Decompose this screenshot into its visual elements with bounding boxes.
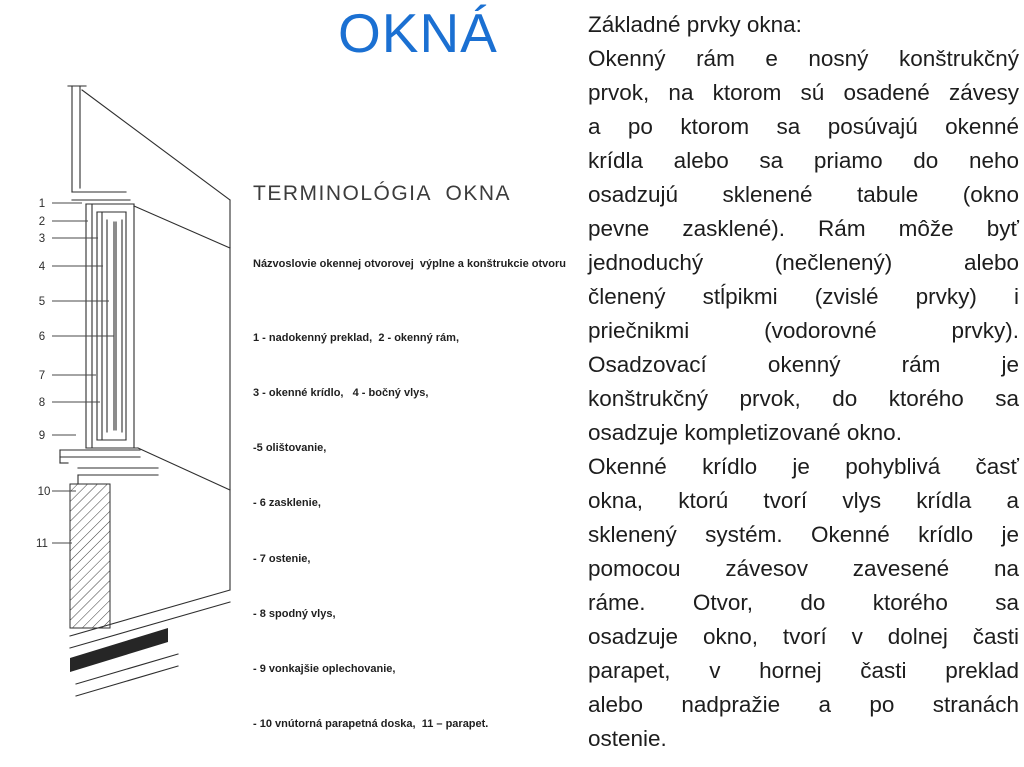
body-text-line: krídla alebo sa priamo do neho: [588, 148, 1019, 173]
diagram-number: 5: [38, 296, 46, 308]
body-heading: Základné prvky okna:: [588, 12, 802, 37]
body-text-line: parapet, v hornej časti preklad: [588, 658, 1019, 683]
body-text-line: Okenné krídlo je pohyblivá časť: [588, 454, 1019, 479]
legend-line: - 10 vnútorná parapetná doska, 11 – parapet.: [253, 718, 489, 731]
diagram-legend: [253, 292, 488, 767]
legend-line: - 6 zasklenie,: [253, 497, 321, 510]
window-terminology-diagram: [26, 80, 243, 747]
body-text-line: pomocou závesov zavesené na: [588, 556, 1019, 581]
diagram-number: 8: [38, 397, 46, 409]
floor-slab-fill: [70, 628, 168, 672]
diagram-number: 10: [37, 486, 51, 498]
legend-line: 1 - nadokenný preklad, 2 - okenný rám,: [253, 331, 460, 344]
body-text-line: Okenný rám e nosný konštrukčný: [588, 46, 1019, 71]
legend-line: -5 olištovanie,: [253, 442, 327, 455]
diagram-number: 9: [38, 430, 46, 442]
body-text-line: Osadzovací okenný rám je: [588, 352, 1019, 377]
parapet-hatch: [70, 484, 110, 628]
body-text-line: a po ktorom sa posúvajú okenné: [588, 114, 1019, 139]
diagram-heading: TERMINOLÓGIA OKNA: [253, 182, 512, 205]
diagram-number: 6: [38, 331, 46, 343]
diagram-numbers: [36, 198, 50, 550]
body-text-line: ráme. Otvor, do ktorého sa: [588, 590, 1019, 615]
diagram-number: 7: [38, 370, 46, 382]
body-text-line: priečnikmi (vodorovné prvky).: [588, 318, 1019, 343]
body-text-line: osadzujú sklenené tabule (okno: [588, 182, 1019, 207]
legend-line: - 8 spodný vlys,: [253, 607, 336, 620]
legend-line: - 9 vonkajšie oplechovanie,: [253, 663, 396, 676]
body-text-line: sklenený systém. Okenné krídlo je: [588, 522, 1019, 547]
window-section-drawing: [26, 80, 243, 742]
body-text-line: osadzuje okno, tvorí v dolnej časti: [588, 624, 1019, 649]
body-text-line: osadzuje kompletizované okno.: [588, 420, 902, 445]
body-text-line: konštrukčný prvok, do ktorého sa: [588, 386, 1019, 411]
body-text-line: pevne zasklené). Rám môže byť: [588, 216, 1019, 241]
body-text-line: členený stĺpikmi (zvislé prvky) i: [588, 284, 1019, 309]
diagram-number: 4: [38, 261, 46, 273]
page-title: OKNÁ: [338, 2, 498, 64]
diagram-subheading: Názvoslovie okennej otvorovej výplne a konštrukcie otvoru: [253, 258, 566, 270]
body-text-line: prvok, na ktorom sú osadené závesy: [588, 80, 1019, 105]
body-text-line: alebo nadpražie a po stranách: [588, 692, 1019, 717]
legend-line: 3 - okenné krídlo, 4 - bočný vlys,: [253, 387, 429, 400]
diagram-number: 2: [38, 216, 46, 228]
body-text-line: jednoduchý (nečlenený) alebo: [588, 250, 1019, 275]
diagram-number: 11: [36, 538, 48, 550]
body-text-line: okna, ktorú tvorí vlys krídla a: [588, 488, 1019, 513]
diagram-number: 1: [38, 198, 46, 210]
legend-line: - 7 ostenie,: [253, 552, 311, 565]
body-text-line: ostenie.: [588, 726, 667, 751]
body-text-column: [588, 8, 1019, 756]
diagram-number: 3: [38, 233, 46, 245]
